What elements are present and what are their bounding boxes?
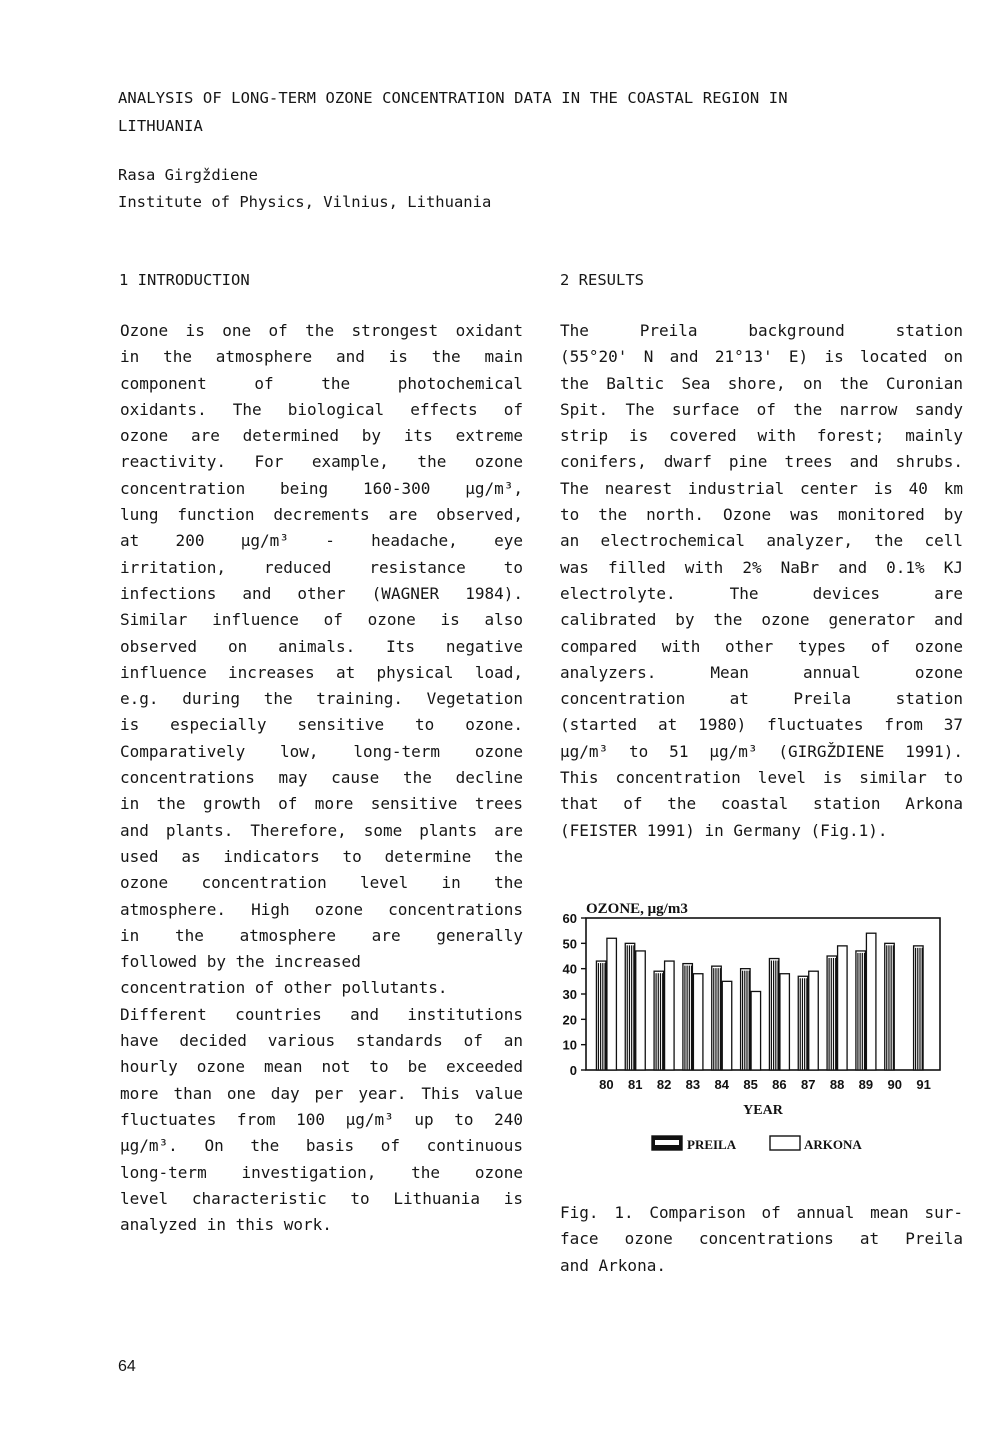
text-line: at 200 μg/m³ - headache, eye [120, 531, 523, 551]
text-line: reactivity. For example, the ozone [120, 452, 523, 472]
text-line: influence increases at physical load, [120, 662, 523, 682]
text-line: used as indicators to determine the [120, 846, 523, 866]
chart-bars [596, 933, 923, 1070]
author-name: Rasa Girgždiene [118, 166, 258, 184]
text-line: (FEISTER 1991) in Germany (Fig.1). [560, 820, 888, 840]
legend-swatch-preila-inner [655, 1140, 679, 1145]
chart-title: OZONE, μg/m3 [586, 901, 688, 917]
results-body [560, 318, 963, 844]
x-tick-label: 88 [829, 1077, 845, 1092]
text-line: concentration at Preila station [560, 689, 963, 709]
figure-caption [560, 1200, 963, 1279]
text-line: oxidants. The biological effects of [120, 399, 523, 419]
y-tick-label: 30 [562, 987, 577, 1002]
text-line: concentrations may cause the decline [120, 768, 523, 788]
x-tick-label: 81 [628, 1077, 643, 1092]
text-line: compared with other types of ozone [560, 636, 963, 656]
arkona-bar [636, 951, 646, 1070]
text-line: e.g. during the training. Vegetation [120, 689, 523, 709]
text-line: more than one day per year. This value [120, 1083, 523, 1103]
results-heading: 2 RESULTS [560, 271, 644, 289]
arkona-bar [780, 974, 790, 1070]
caption-line: and Arkona. [560, 1255, 666, 1275]
y-tick-label: 60 [562, 911, 577, 926]
arkona-bar [722, 981, 732, 1070]
y-tick-label: 0 [569, 1063, 577, 1078]
y-tick-label: 10 [562, 1037, 577, 1053]
text-line: and plants. Therefore, some plants are [120, 820, 523, 840]
text-line: Spit. The surface of the narrow sandy [560, 399, 963, 419]
x-tick-label: 91 [916, 1077, 931, 1092]
x-tick-label: 83 [685, 1077, 701, 1092]
y-tick-label: 40 [562, 961, 577, 977]
text-line: (started at 1980) fluctuates from 37 [560, 715, 963, 735]
text-line: component of the photochemical [120, 373, 523, 393]
text-line: μg/m³ to 51 μg/m³ (GIRGŽDIENE 1991). [560, 741, 963, 761]
x-tick-label: 80 [599, 1077, 614, 1092]
x-tick-label: 84 [714, 1077, 729, 1092]
text-line: Comparatively low, long-term ozone [120, 741, 523, 761]
title-line-1: ANALYSIS OF LONG-TERM OZONE CONCENTRATION DATA IN THE COASTAL REGION IN [118, 89, 788, 107]
intro-heading: 1 INTRODUCTION [119, 271, 250, 289]
text-line: The Preila background station [560, 321, 963, 340]
page-number: 64 [118, 1358, 136, 1375]
text-line: calibrated by the ozone generator and [560, 610, 963, 630]
arkona-bar [693, 974, 703, 1070]
text-line: This concentration level is similar to [560, 768, 963, 788]
author-affiliation: Institute of Physics, Vilnius, Lithuania [118, 193, 492, 211]
paper-title [118, 84, 898, 140]
y-tick-label: 20 [562, 1012, 577, 1028]
text-line: atmosphere. High ozone concentrations [120, 899, 523, 919]
text-line: analyzers. Mean annual ozone [560, 662, 963, 682]
text-line: was filled with 2% NaBr and 0.1% KJ [560, 557, 963, 577]
title-line-2: LITHUANIA [118, 117, 203, 135]
text-line: that of the coastal station Arkona [560, 794, 963, 814]
text-line: (55°20' N and 21°13' E) is located on [560, 347, 963, 367]
text-line: μg/m³. On the basis of continuous [120, 1136, 523, 1156]
text-line: to the north. Ozone was monitored by [560, 505, 963, 525]
text-line: lung function decrements are observed, [120, 505, 523, 525]
text-line: ozone are determined by its extreme [120, 426, 523, 446]
x-tick-label: 87 [801, 1077, 816, 1092]
text-line: have decided various standards of an [120, 1031, 523, 1051]
x-tick-label: 90 [887, 1077, 902, 1092]
text-line: in the atmosphere are generally [120, 925, 523, 945]
legend-swatch-arkona [770, 1136, 800, 1150]
x-tick-label: 89 [858, 1077, 874, 1092]
text-line: concentration being 160-300 μg/m³, [120, 478, 523, 498]
text-line: concentration of other pollutants. [120, 978, 448, 998]
x-tick-label: 86 [772, 1077, 787, 1092]
arkona-bar [838, 946, 848, 1070]
text-line: is especially sensitive to ozone. [120, 715, 523, 735]
x-tick-label: 85 [743, 1077, 758, 1092]
text-line: The nearest industrial center is 40 km [560, 478, 963, 498]
text-line: in the atmosphere and is the main [120, 347, 523, 367]
ozone-bar-chart [548, 896, 968, 1176]
text-line: hourly ozone mean not to be exceeded [120, 1057, 523, 1077]
legend-label-arkona: ARKONA [804, 1137, 862, 1152]
text-line: level characteristic to Lithuania is [120, 1188, 523, 1208]
caption-line: face ozone concentrations at Preila [560, 1229, 963, 1249]
text-line: the Baltic Sea shore, on the Curonian [560, 373, 963, 393]
arkona-bar [751, 991, 761, 1070]
text-line: ozone concentration level in the [120, 873, 523, 893]
intro-body [120, 318, 523, 1238]
arkona-bar [607, 938, 617, 1070]
text-line: strip is covered with forest; mainly [560, 426, 963, 446]
text-line: Ozone is one of the strongest oxidant [120, 321, 523, 340]
y-tick-label: 50 [562, 936, 577, 952]
text-line: Different countries and institutions [120, 1004, 523, 1024]
arkona-bar [866, 933, 876, 1070]
author-block [118, 162, 491, 216]
x-tick-label: 82 [656, 1077, 672, 1092]
text-line: an electrochemical analyzer, the cell [560, 531, 963, 551]
text-line: electrolyte. The devices are [560, 583, 963, 603]
text-line: in the growth of more sensitive trees [120, 794, 523, 814]
chart-legend [652, 1136, 862, 1152]
arkona-bar [809, 971, 819, 1070]
text-line: conifers, dwarf pine trees and shrubs. [560, 452, 963, 472]
text-line: analyzed in this work. [120, 1215, 332, 1235]
text-line: infections and other (WAGNER 1984). [120, 583, 523, 603]
text-line: observed on animals. Its negative [120, 636, 523, 656]
text-line: followed by the increased [120, 952, 361, 972]
arkona-bar [665, 961, 675, 1070]
text-line: fluctuates from 100 μg/m³ up to 240 [120, 1109, 523, 1129]
caption-line: Fig. 1. Comparison of annual mean sur- [560, 1203, 963, 1222]
legend-label-preila: PREILA [687, 1137, 737, 1152]
text-line: long-term investigation, the ozone [120, 1162, 523, 1182]
text-line: irritation, reduced resistance to [120, 557, 523, 577]
x-axis-label: YEAR [743, 1103, 783, 1118]
text-line: Similar influence of ozone is also [120, 610, 523, 630]
